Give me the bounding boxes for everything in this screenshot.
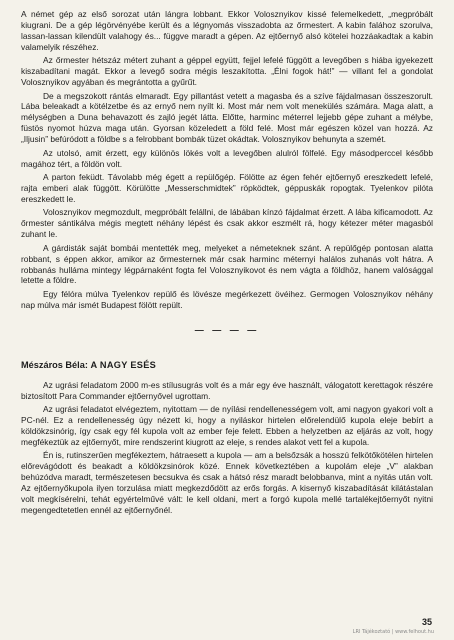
story2-title: A NAGY ESÉS [90,359,157,370]
story2-paragraph-3: Én is, rutinszerűen megfékeztem, hátraesett a kupola — am a belsőzsák a hosszú felkötőkötélen hirtelen előrevágódott és beakadt a köldökzsinórok közé. Ennek következtében a kupolám eleje „V” alakban behúzódva maradt, természetesen becsukva és csak a hátsó rész maradt belobbanva, mint a nyitás után volt. Az ejtőernyőkupola ilyen torzulása miatt megkezdődött az erős forgás. A kisernyő kiszabadítását kilátástalan volt megkísérelni, tehát egyértelművé vált: le kell oldani, mert a forgó kupola mellé tartalékejtőernyőt nyitni megengedtetetlen ennél az ejtőernyőnél. [21,450,433,515]
page-number: 35 [421,617,432,627]
story1-paragraph-4: Az utolsó, amit érzett, egy különös lökés volt a levegőben alulról fölfelé. Egy másodperccel később magához tért, a földön volt. [21,147,433,169]
story2-paragraph-1: Az ugrási feladatom 2000 m-es stílusugrás volt és a már egy éve használt, válogatott kerettagok részére biztosított Para Commander ejtőernyővel ugrottam. [21,379,433,401]
story1-paragraph-2: Az őrmester hétszáz métert zuhant a géppel együtt, fejjel lefelé függött a levegőben s hiába igyekezett kiszabadítani magát. Ekkor a levegő sodra mégis leszakította. „Élni fogok hát!” — villant fel a gondolat Volosznyikov agyában és megrántotta a gyűrűt. [21,55,433,88]
story1-paragraph-7: A gárdisták saját bombái mentették meg, melyeket a németeknek szánt. A repülőgép pontosan alatta robbant, s éppen akkor, amikor az őrmesternek már csak harminc méternyi halálos zuhanás volt hátra. A robbanás hulláma mintegy légpárnaként fogta fel Volosznyikovot és nem vágta a földhöz, hanem valósággal letette a földre. [21,242,433,286]
section-separator: — — — — [194,324,260,335]
story1-paragraph-3: De a megszokott rántás elmaradt. Egy pillantást vetett a magasba és a szíve fájdalmasan összeszorult. Lába beleakadt a kötélzetbe és az ernyő nem nyílt ki. Most már nem volt menekülés számára. Maga alatt, a mélységben a Duna behavazott és zajló jegét látta. Előtte, harminc méterrel lejjebb gépe zuhant a mélybe, füstös nyomot húzva maga után. Gyorsan közeledett a föld felé. Most már egészen közel van hozzá. Az „Iljusin” befúródott a földbe s a felrobbant bombák tüzet okádtak. Volosznyikov behunyta a szemét. [21,90,433,145]
story2-author: Mészáros Béla: [21,359,88,370]
story2-paragraph-2: Az ugrási feladatot elvégeztem, nyitottam — de nyílási rendellenességem volt, ami nagyon gyakori volt a PC-nél. Ez a rendellenesség úgy nézett ki, hogy a nyiláskor hirtelen előrelendülő kupola eleje bebírt a köldökzsinórig, így csak egy fél kupola volt az ember feje felett. Ebben a helyzetben az eljárás az volt, hogy megfékeztük az ejtőernyőt, mire rendszerint kiugrott az eleje, s rendes alakot vett fel a kupola. [21,404,433,447]
story1-paragraph-5: A parton feküdt. Távolabb még égett a repülőgép. Fölötte az égen fehér ejtőernyő ereszkedett lefelé, rajta emberi alak függött. Körülötte „Messerschmidtek” röpködtek, géppuskák ropogtak. Tyelenkov pilóta ereszkedett le. [21,172,433,204]
story1-paragraph-1: A német gép az első sorozat után lángra lobbant. Ekkor Volosznyikov kissé felemelkedett, „megpróbált kiugrani. De a gép légörvényébe került és a légnyomás visszadobta az őrmestert. A kabin falához szorulva, lassan-lassan kilendült valahogy és... függve maradt a gépen. Az ejtőernyő alsó kötelei hozzáakadtak a kabin valamelyik részéhez. [21,9,433,52]
story1-paragraph-6: Volosznyikov megmozdult, megpróbált felállni, de lábában kínzó fájdalmat érzett. A lába kificamodott. Az őrmester sántikálva mégis megtett néhány lépést és csak akkor eszmélt rá, hogy kétezer méter magasból zuhant le. [21,207,433,240]
footer-credit: LRI Tájékoztató | www.felhout.hu [352,629,434,635]
story1-paragraph-8: Egy félóra múlva Tyelenkov repülő és lövésze megérkezett övéihez. Germogen Volosznyikov néhány nap múlva már ismét Budapest fölött repült. [21,288,433,310]
story2-heading [21,360,433,370]
